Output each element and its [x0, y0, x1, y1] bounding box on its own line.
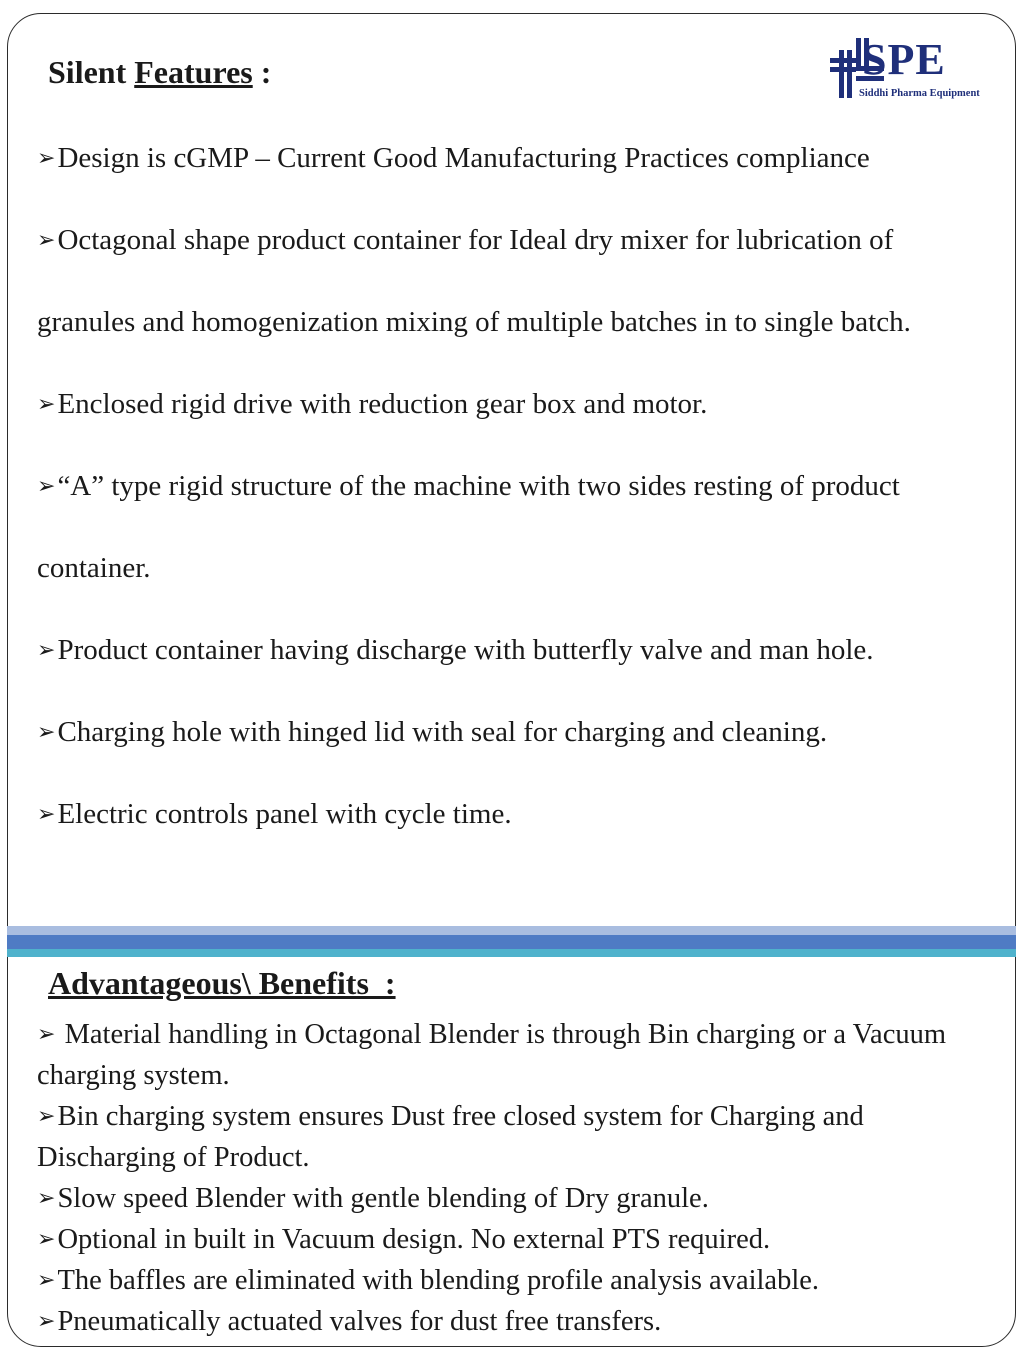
benefit-item-continuation: charging system.: [37, 1060, 230, 1091]
bullet-arrow-icon: ➢: [37, 1267, 56, 1292]
bullet-arrow-icon: ➢: [37, 1103, 56, 1128]
bullet-arrow-icon: ➢: [37, 1185, 56, 1210]
benefit-item: ➢ Material handling in Octagonal Blender is through Bin charging or a Vacuum: [37, 1019, 947, 1050]
bullet-arrow-icon: ➢: [37, 227, 56, 252]
bullet-arrow-icon: ➢: [37, 391, 56, 416]
bullet-arrow-icon: ➢: [37, 1021, 56, 1046]
feature-item: ➢Electric controls panel with cycle time.: [37, 798, 512, 830]
benefits-title: Advantageous\ Benefits :: [48, 965, 396, 1001]
benefit-item: ➢The baffles are eliminated with blending profile analysis available.: [37, 1265, 820, 1296]
benefit-item-continuation: Discharging of Product.: [37, 1142, 310, 1173]
feature-item: ➢Charging hole with hinged lid with seal for charging and cleaning.: [37, 716, 828, 748]
bullet-arrow-icon: ➢: [37, 1308, 56, 1333]
benefit-item: ➢Pneumatically actuated valves for dust free transfers.: [37, 1306, 662, 1337]
logo-wordmark: SPE: [862, 35, 946, 84]
benefit-item: ➢Optional in built in Vacuum design. No external PTS required.: [37, 1224, 771, 1255]
feature-item: ➢Octagonal shape product container for Ideal dry mixer for lubrication of: [37, 224, 894, 256]
bullet-arrow-icon: ➢: [37, 637, 56, 662]
bullet-arrow-icon: ➢: [37, 1226, 56, 1251]
feature-item: ➢Product container having discharge with butterfly valve and man hole.: [37, 634, 874, 666]
logo-subtitle: Siddhi Pharma Equipment: [859, 88, 980, 99]
section-divider: [7, 926, 1016, 957]
benefit-item: ➢Bin charging system ensures Dust free closed system for Charging and: [37, 1101, 864, 1132]
bullet-arrow-icon: ➢: [37, 801, 56, 826]
benefit-item: ➢Slow speed Blender with gentle blending of Dry granule.: [37, 1183, 709, 1214]
bullet-arrow-icon: ➢: [37, 473, 56, 498]
page-title: Silent Features :: [48, 54, 272, 90]
feature-item: ➢Design is cGMP – Current Good Manufacturing Practices compliance: [37, 142, 870, 174]
feature-item: ➢Enclosed rigid drive with reduction gear box and motor.: [37, 388, 708, 420]
feature-item-continuation: container.: [37, 552, 151, 584]
bullet-arrow-icon: ➢: [37, 145, 56, 170]
feature-item: ➢“A” type rigid structure of the machine with two sides resting of product: [37, 470, 900, 502]
feature-item-continuation: granules and homogenization mixing of multiple batches in to single batch.: [37, 306, 911, 338]
bullet-arrow-icon: ➢: [37, 719, 56, 744]
